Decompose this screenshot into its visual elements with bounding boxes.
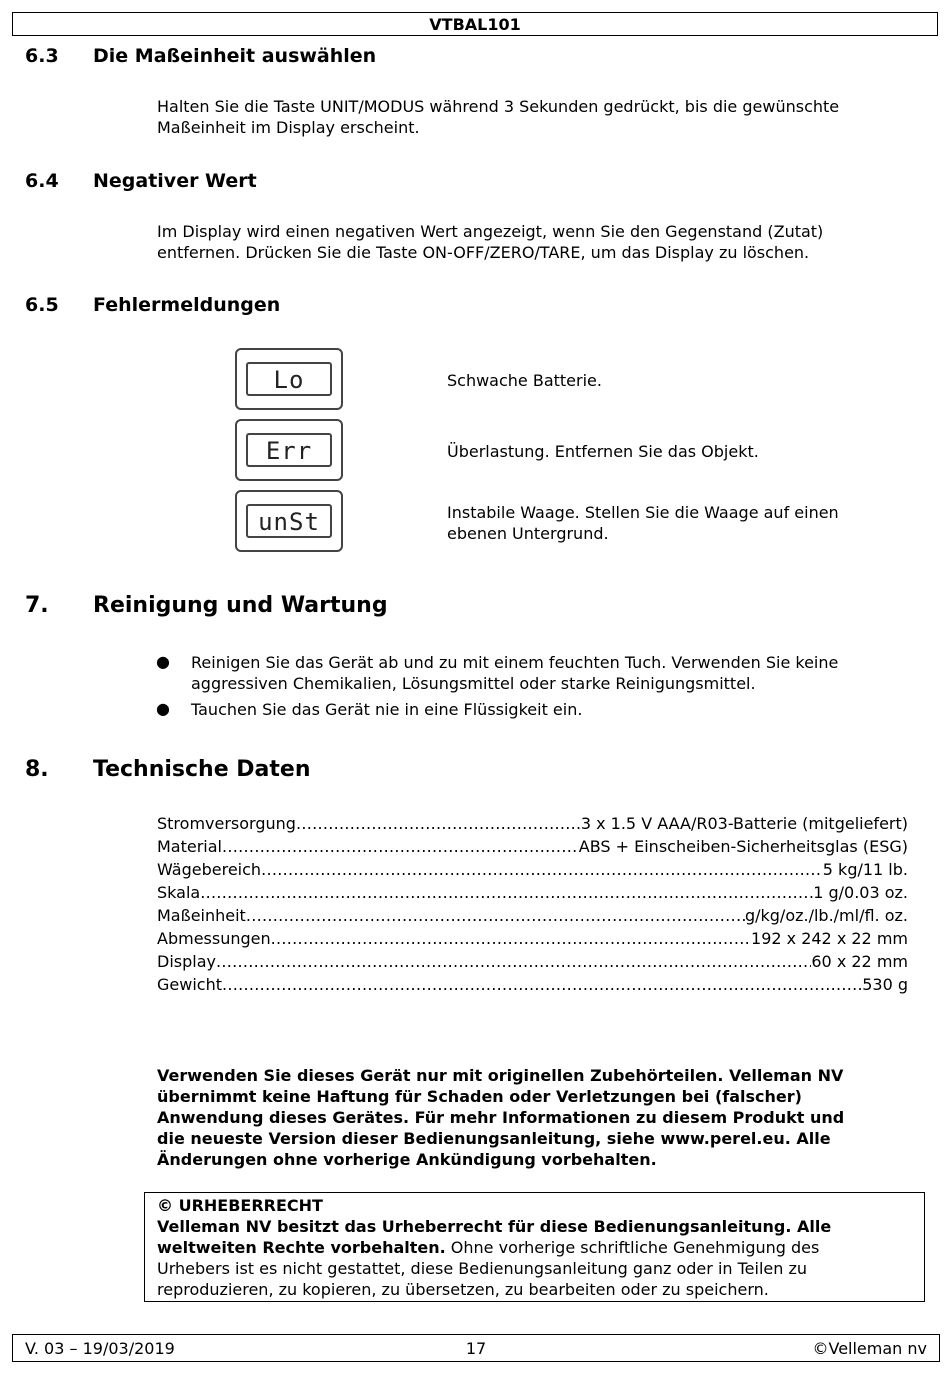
text-line: Änderungen ohne vorherige Ankündigung vorbehalten. [157, 1150, 657, 1169]
spec-label: Maßeinheit [157, 906, 246, 925]
version-date: V. 03 – 19/03/2019 [25, 1339, 175, 1358]
page-number: 17 [465, 1339, 487, 1358]
spec-label: Wägebereich [157, 860, 262, 879]
spec-value: ABS + Einscheiben-Sicherheitsglas (ESG) [578, 837, 908, 856]
text-line [157, 1237, 917, 1258]
page-footer [12, 1334, 940, 1362]
normal-text: Ohne vorherige schriftliche Genehmigung des [445, 1238, 820, 1257]
section-number: 7. [25, 593, 49, 618]
lcd-display-unst [235, 490, 343, 552]
lcd-screen [246, 433, 332, 467]
spec-value: g/kg/oz./lb./ml/fl. oz. [744, 906, 908, 925]
bullet-icon: ● [156, 652, 170, 671]
company-copyright: ©Velleman nv [812, 1339, 927, 1358]
spec-value: 530 g [862, 975, 908, 994]
text-line: die neueste Version dieser Bedienungsanleitung, siehe www.perel.eu. Alle [157, 1129, 831, 1148]
lcd-display-lo [235, 348, 343, 410]
copyright-box [144, 1192, 925, 1302]
spec-label: Gewicht [157, 975, 222, 994]
error-description-err [447, 441, 907, 462]
text-line: ebenen Untergrund. [447, 524, 609, 543]
section-6-3-heading [25, 45, 905, 71]
text-line: reproduzieren, zu kopieren, zu übersetzen, zu bearbeiten oder zu speichern. [157, 1280, 769, 1299]
spec-value: 1 g/0.03 oz. [813, 883, 908, 902]
bullet-item [156, 699, 916, 721]
section-number: 8. [25, 757, 49, 782]
bullet-text [191, 652, 838, 694]
text-line: Anwendung dieses Gerätes. Für mehr Informationen zu diesem Produkt und [157, 1108, 845, 1127]
section-6-4-text [157, 221, 917, 263]
text-line: Tauchen Sie das Gerät nie in eine Flüssigkeit ein. [191, 700, 583, 719]
copyright-text [157, 1195, 917, 1300]
lcd-screen [246, 362, 332, 396]
section-title: Fehlermeldungen [93, 294, 281, 316]
page-header [12, 12, 938, 36]
spec-value: 3 x 1.5 V AAA/R03-Batterie (mitgeliefert) [580, 814, 908, 833]
spec-row-material [157, 835, 908, 858]
bullet-icon: ● [156, 699, 170, 718]
leader-dots [296, 812, 581, 835]
spec-row-power [157, 812, 908, 835]
document-code: VTBAL101 [429, 15, 521, 34]
text-line: übernimmt keine Haftung für Schaden oder Verletzungen bei (falscher) [157, 1087, 802, 1106]
text-line: Velleman NV besitzt das Urheberrecht für diese Bedienungsanleitung. Alle [157, 1217, 832, 1236]
spec-label: Skala [157, 883, 201, 902]
leader-dots [271, 927, 751, 950]
text-line: Halten Sie die Taste UNIT/MODUS während 3 Sekunden gedrückt, bis die gewünschte [157, 97, 840, 116]
text-line: Im Display wird einen negativen Wert angezeigt, wenn Sie den Gegenstand (Zutat) [157, 222, 824, 241]
spec-label: Material [157, 837, 222, 856]
spec-row-range [157, 858, 908, 881]
spec-row-units [157, 904, 908, 927]
text-line: Instabile Waage. Stellen Sie die Waage auf einen [447, 503, 839, 522]
leader-dots [222, 973, 862, 996]
text-line: Reinigen Sie das Gerät ab und zu mit einem feuchten Tuch. Verwenden Sie keine [191, 653, 839, 672]
spec-value: 60 x 22 mm [811, 952, 908, 971]
section-number: 6.4 [25, 170, 59, 192]
leader-dots [216, 950, 811, 973]
bullet-text [191, 699, 582, 720]
section-6-3-text [157, 96, 917, 138]
section-7-heading [25, 593, 905, 623]
lcd-readout: unSt [258, 508, 320, 536]
error-description-unst [447, 502, 907, 544]
text-line: Überlastung. Entfernen Sie das Objekt. [447, 442, 759, 461]
bold-text: weltweiten Rechte vorbehalten. [157, 1238, 446, 1257]
section-title: Die Maßeinheit auswählen [93, 45, 377, 67]
section-8-heading [25, 757, 905, 787]
leader-dots [200, 881, 813, 904]
section-6-5-heading [25, 294, 905, 320]
lcd-readout: Lo [273, 366, 305, 394]
section-title: Reinigung und Wartung [93, 593, 388, 618]
text-line: Schwache Batterie. [447, 371, 602, 390]
spec-row-display [157, 950, 908, 973]
leader-dots [246, 904, 745, 927]
leader-dots [261, 858, 823, 881]
section-title: Negativer Wert [93, 170, 257, 192]
copyright-heading: © URHEBERRECHT [157, 1196, 323, 1215]
spec-value: 5 kg/11 lb. [822, 860, 908, 879]
error-description-lo [447, 370, 907, 391]
lcd-readout: Err [265, 437, 313, 465]
spec-row-weight [157, 973, 908, 996]
bullet-item [156, 652, 916, 694]
lcd-screen [246, 504, 332, 538]
text-line: Maßeinheit im Display erscheint. [157, 118, 420, 137]
section-6-4-heading [25, 170, 905, 196]
spec-label: Display [157, 952, 216, 971]
spec-row-dimensions [157, 927, 908, 950]
usage-notice [157, 1065, 927, 1170]
spec-row-scale [157, 881, 908, 904]
text-line: Verwenden Sie dieses Gerät nur mit originellen Zubehörteilen. Velleman NV [157, 1066, 844, 1085]
text-line: aggressiven Chemikalien, Lösungsmittel oder starke Reinigungsmittel. [191, 674, 756, 693]
spec-label: Stromversorgung [157, 814, 296, 833]
leader-dots [222, 835, 579, 858]
text-line: Urhebers ist es nicht gestattet, diese Bedienungsanleitung ganz oder in Teilen zu [157, 1259, 808, 1278]
lcd-display-err [235, 419, 343, 481]
text-line: entfernen. Drücken Sie die Taste ON-OFF/ZERO/TARE, um das Display zu löschen. [157, 243, 810, 262]
section-number: 6.3 [25, 45, 59, 67]
section-number: 6.5 [25, 294, 59, 316]
spec-label: Abmessungen [157, 929, 271, 948]
section-title: Technische Daten [93, 757, 311, 782]
spec-value: 192 x 242 x 22 mm [751, 929, 908, 948]
